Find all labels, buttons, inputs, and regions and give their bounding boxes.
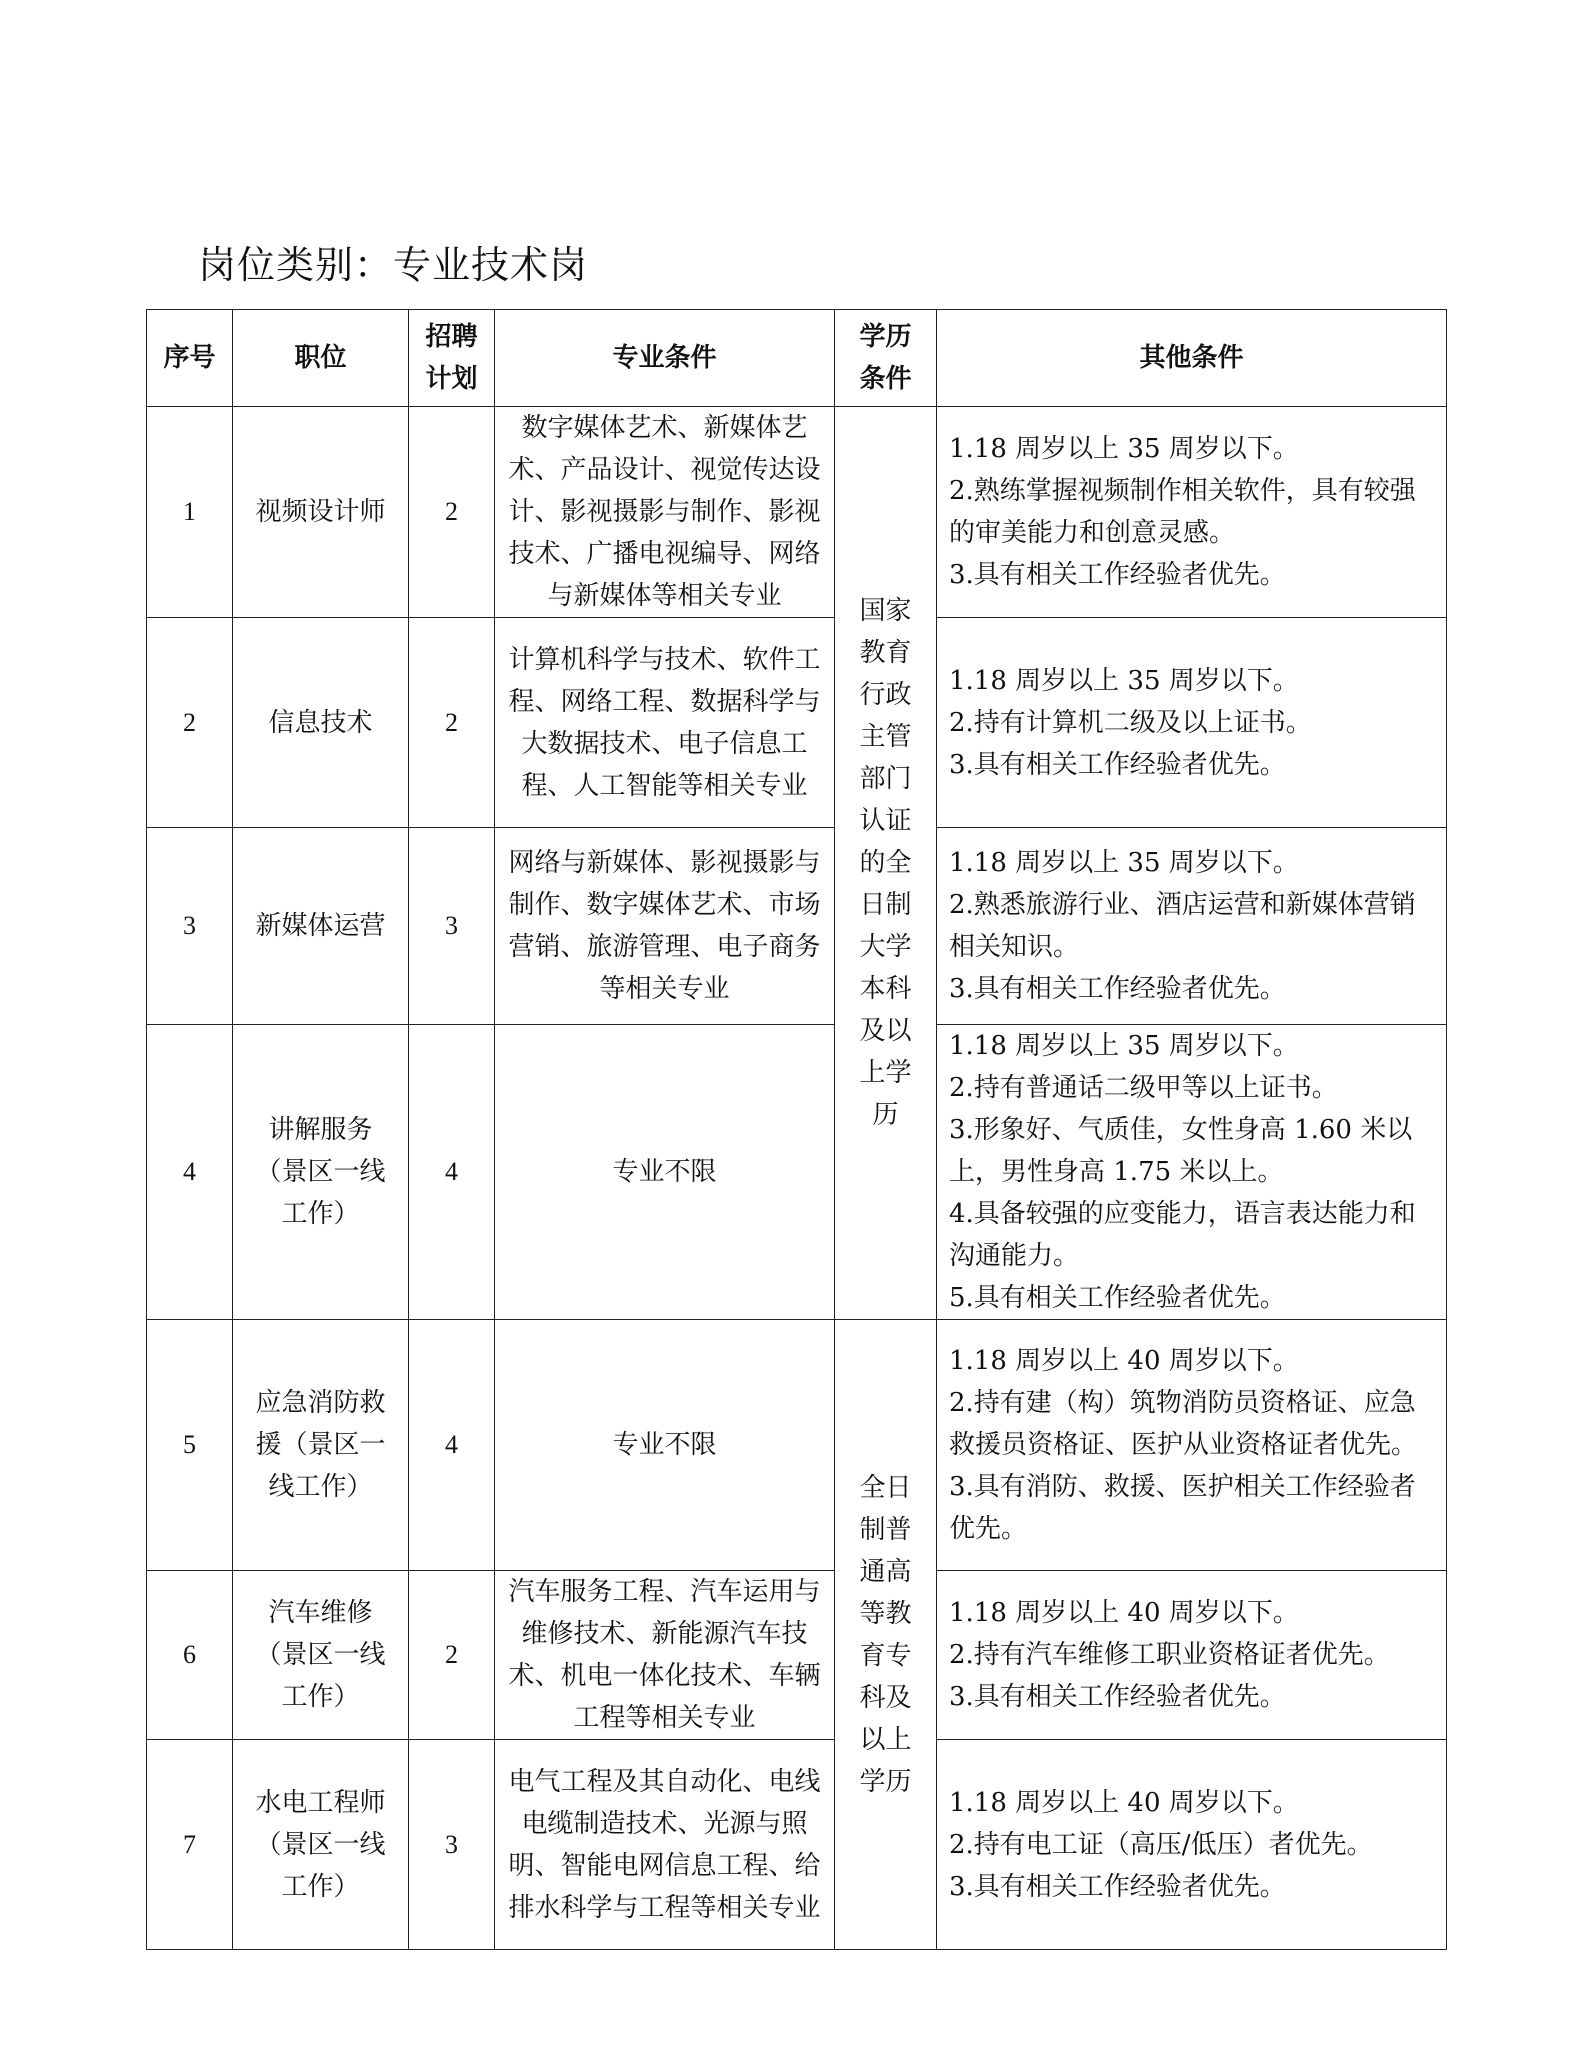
table-row [147,828,1447,1025]
row-other [937,1025,1447,1320]
position-line: 应急消防救 [255,1388,386,1418]
header-edu-line-1: 学历 [859,322,912,352]
other-line: 4.具备较强的应变能力，语言表达能力和沟通能力。 [949,1199,1416,1271]
table-row [147,618,1447,828]
header-position: 职位 [233,310,409,407]
header-education [835,310,937,407]
position-line: 工作） [281,1199,360,1229]
row-seq: 6 [147,1571,233,1740]
category-title: 岗位类别：专业技术岗 [198,243,589,287]
row-seq: 3 [147,828,233,1025]
row-other [937,407,1447,618]
row-position [233,1025,409,1320]
education-group-1: 国家教育行政主管部门认证的全日制大学本科及以上学历 [835,407,937,1320]
row-major: 电气工程及其自动化、电线电缆制造技术、光源与照明、智能电网信息工程、给排水科学与工程等相关专业 [495,1740,835,1950]
other-line: 2.持有汽车维修工职业资格证者优先。 [949,1640,1390,1670]
table-row [147,407,1447,618]
table-row [147,1740,1447,1950]
other-line: 2.持有计算机二级及以上证书。 [949,707,1312,738]
education-group-2: 全日制普通高等教育专科及以上学历 [835,1320,937,1950]
row-plan: 2 [409,407,495,618]
row-seq: 7 [147,1740,233,1950]
position-line: 线工作） [268,1472,373,1502]
position-line: 讲解服务 [268,1115,373,1145]
row-position [233,1740,409,1950]
position-line: 汽车维修 [268,1598,373,1628]
row-major: 计算机科学与技术、软件工程、网络工程、数据科学与大数据技术、电子信息工程、人工智能等相关专业 [495,618,835,828]
table-row [147,1025,1447,1320]
position-line: 工作） [281,1871,360,1902]
row-major: 专业不限 [495,1320,835,1571]
row-major: 专业不限 [495,1025,835,1320]
position-line: 水电工程师 [255,1787,386,1818]
row-plan: 4 [409,1025,495,1320]
row-plan: 2 [409,1571,495,1740]
row-other [937,618,1447,828]
other-line: 3.具有相关工作经验者优先。 [949,749,1286,780]
header-plan-line-1: 招聘 [425,322,478,352]
other-line: 1.18 周岁以上 40 周岁以下。 [949,1346,1299,1376]
row-other [937,1571,1447,1740]
other-line: 2.持有建（构）筑物消防员资格证、应急救援员资格证、医护从业资格证者优先。 [949,1388,1418,1460]
other-line: 3.具有相关工作经验者优先。 [949,1871,1286,1902]
row-plan: 4 [409,1320,495,1571]
row-seq: 4 [147,1025,233,1320]
position-line: （景区一线 [255,1157,386,1187]
position-line: 援（景区一 [255,1430,386,1460]
row-other [937,828,1447,1025]
other-line: 2.持有电工证（高压/低压）者优先。 [949,1829,1373,1860]
row-plan: 3 [409,1740,495,1950]
row-major: 数字媒体艺术、新媒体艺术、产品设计、视觉传达设计、影视摄影与制作、影视技术、广播电视编导、网络与新媒体等相关专业 [495,407,835,618]
position-line: （景区一线 [255,1640,386,1670]
header-plan [409,310,495,407]
row-position [233,618,409,828]
other-line: 1.18 周岁以上 35 周岁以下。 [949,1031,1299,1061]
row-position [233,407,409,618]
table-row [147,1320,1447,1571]
position-line: 工作） [281,1682,360,1712]
position-line: 视频设计师 [255,497,386,527]
other-line: 1.18 周岁以上 40 周岁以下。 [949,1787,1299,1818]
other-line: 3.具有相关工作经验者优先。 [949,974,1286,1004]
position-line: 新媒体运营 [255,911,386,941]
table-row [147,1571,1447,1740]
other-line: 1.18 周岁以上 35 周岁以下。 [949,848,1299,878]
row-plan: 2 [409,618,495,828]
row-other [937,1320,1447,1571]
other-line: 1.18 周岁以上 35 周岁以下。 [949,665,1299,696]
position-line: （景区一线 [255,1829,386,1860]
job-table [146,309,1447,1950]
row-major: 网络与新媒体、影视摄影与制作、数字媒体艺术、市场营销、旅游管理、电子商务等相关专业 [495,828,835,1025]
row-position [233,828,409,1025]
other-line: 3.具有消防、救援、医护相关工作经验者优先。 [949,1472,1416,1544]
other-line: 2.熟练掌握视频制作相关软件，具有较强的审美能力和创意灵感。 [949,476,1416,548]
other-line: 2.熟悉旅游行业、酒店运营和新媒体营销相关知识。 [949,890,1416,962]
header-major: 专业条件 [495,310,835,407]
row-major: 汽车服务工程、汽车运用与维修技术、新能源汽车技术、机电一体化技术、车辆工程等相关专业 [495,1571,835,1740]
other-line: 3.具有相关工作经验者优先。 [949,560,1286,590]
row-seq: 2 [147,618,233,828]
row-position [233,1320,409,1571]
header-seq: 序号 [147,310,233,407]
position-line: 信息技术 [268,707,373,738]
header-row [147,310,1447,407]
row-seq: 1 [147,407,233,618]
other-line: 5.具有相关工作经验者优先。 [949,1283,1286,1313]
row-other [937,1740,1447,1950]
other-line: 1.18 周岁以上 35 周岁以下。 [949,434,1299,464]
row-plan: 3 [409,828,495,1025]
other-line: 3.具有相关工作经验者优先。 [949,1682,1286,1712]
row-position [233,1571,409,1740]
header-plan-line-2: 计划 [425,364,478,394]
row-seq: 5 [147,1320,233,1571]
header-other: 其他条件 [937,310,1447,407]
header-edu-line-2: 条件 [859,364,912,394]
other-line: 3.形象好、气质佳，女性身高 1.60 米以上，男性身高 1.75 米以上。 [949,1115,1413,1187]
other-line: 2.持有普通话二级甲等以上证书。 [949,1073,1338,1103]
other-line: 1.18 周岁以上 40 周岁以下。 [949,1598,1299,1628]
